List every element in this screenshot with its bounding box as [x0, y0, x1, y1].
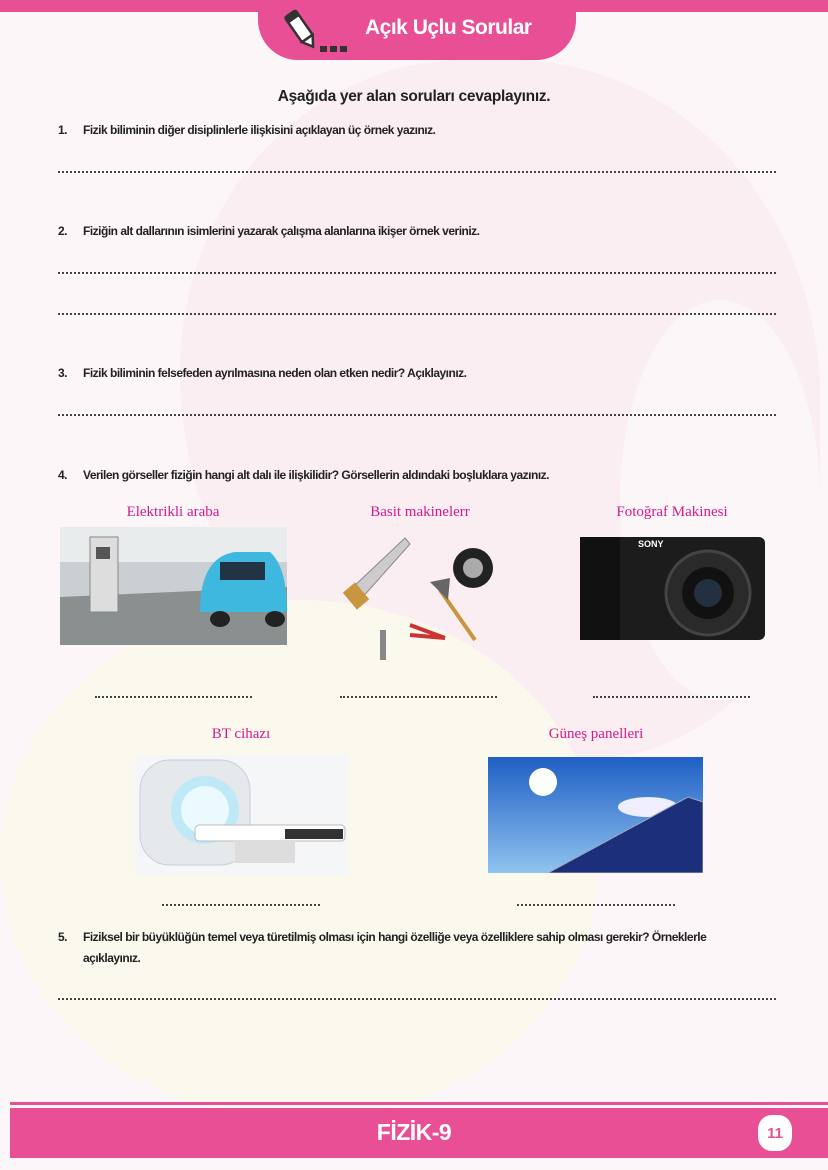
answer-line[interactable]	[58, 313, 776, 315]
answer-line[interactable]	[517, 904, 675, 906]
answer-line[interactable]	[58, 998, 776, 1000]
question-5-continued: açıklayınız.	[83, 951, 141, 965]
instruction: Aşağıda yer alan soruları cevaplayınız.	[277, 88, 551, 105]
image-caption: Basit makinelerr	[370, 504, 470, 520]
page-number: 11	[758, 1115, 792, 1151]
question-3: 3. Fizik biliminin felsefeden ayrılmasına neden olan etken nedir? Açıklayınız.	[58, 366, 467, 380]
question-4: 4. Verilen görseller fiziğin hangi alt dalı ile ilişkilidir? Görsellerin aldındaki boşluklara yazınız.	[58, 468, 549, 482]
simple-machines-image	[340, 530, 496, 665]
question-1: 1. Fizik biliminin diğer disiplinlerle ilişkisini açıklayan üç örnek yazınız.	[58, 123, 436, 137]
solar-panels-image	[488, 757, 703, 873]
section-title: Açık Uçlu Sorular	[365, 16, 532, 39]
answer-line[interactable]	[58, 414, 776, 416]
answer-line[interactable]	[593, 696, 750, 698]
camera-brand: SONY	[638, 539, 664, 549]
electric-car-image	[60, 527, 287, 645]
answer-line[interactable]	[58, 272, 776, 274]
question-5: 5. Fiziksel bir büyüklüğün temel veya türetilmiş olması için hangi özelliğe veya özelliklere sahip olması gerekir? Örneklerle	[58, 930, 707, 944]
answer-line[interactable]	[58, 171, 776, 173]
question-2: 2. Fiziğin alt dallarının isimlerini yazarak çalışma alanlarına ikişer örnek veriniz.	[58, 224, 480, 238]
camera-image	[578, 533, 767, 642]
footer-line	[10, 1102, 828, 1105]
image-caption: Elektrikli araba	[126, 504, 220, 520]
ct-scanner-image	[135, 755, 348, 875]
image-caption: Güneş panelleri	[548, 726, 644, 742]
image-caption: BT cihazı	[211, 726, 271, 742]
answer-line[interactable]	[162, 904, 320, 906]
image-caption: Fotoğraf Makinesi	[616, 504, 728, 520]
footer-title: FİZİK-9	[376, 1119, 452, 1145]
pencil-icon	[282, 8, 352, 54]
answer-line[interactable]	[95, 696, 252, 698]
answer-line[interactable]	[340, 696, 497, 698]
